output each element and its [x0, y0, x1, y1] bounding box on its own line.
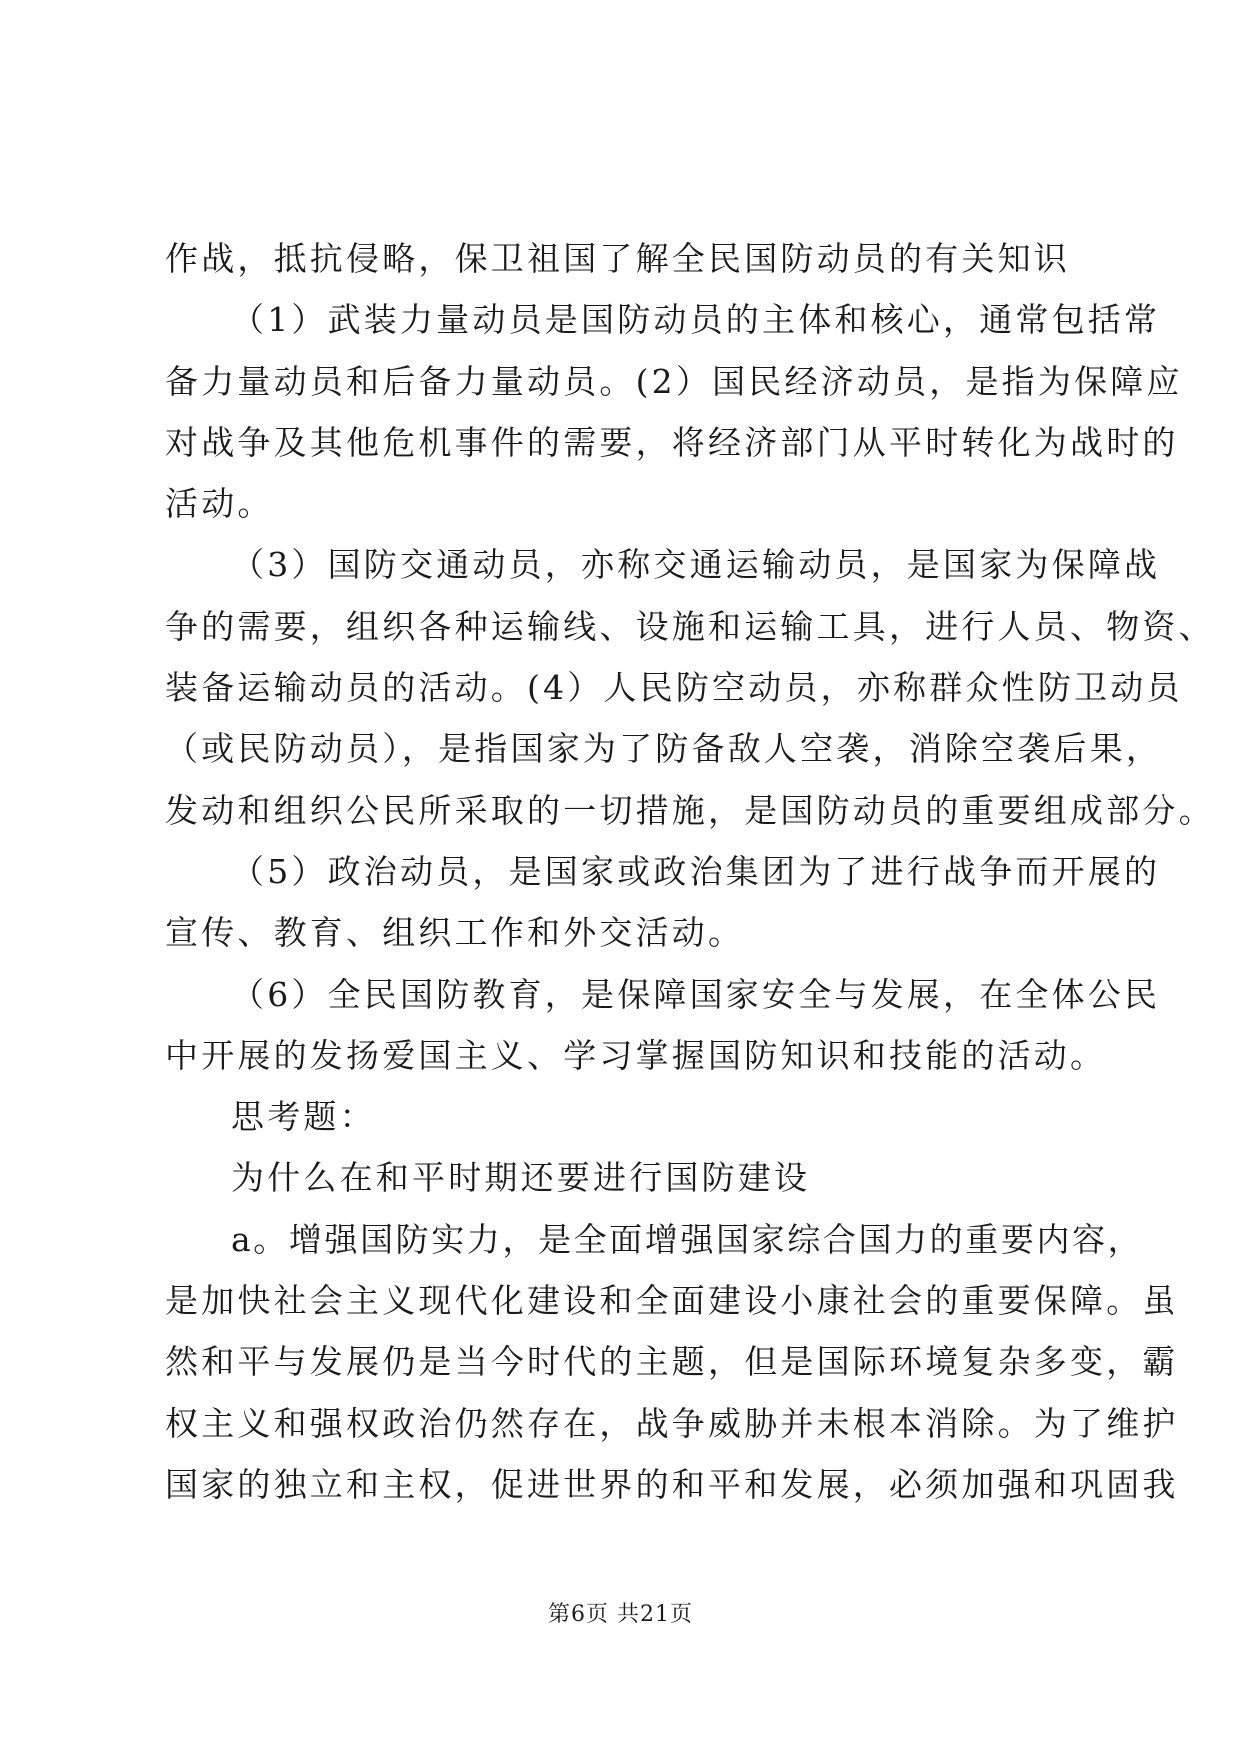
section-heading: 思考题： [231, 1097, 376, 1137]
text-line: a。增强国防实力，是全面增强国家综合国力的重要内容， [231, 1219, 1144, 1259]
text-line: （5）政治动员，是国家或政治集团为了进行战争而开展的 [231, 851, 1161, 891]
text-line: 权主义和强权政治仍然存在，战争威胁并未根本消除。为了维护 [165, 1403, 1179, 1443]
page-body [165, 228, 1215, 1515]
text-line: 对战争及其他危机事件的需要，将经济部门从平时转化为战时的 [165, 422, 1179, 462]
text-line: 中开展的发扬爱国主义、学习掌握国防知识和技能的活动。 [165, 1035, 1107, 1075]
text-line: 备力量动员和后备力量动员。(2）国民经济动员，是指为保障应 [165, 361, 1183, 401]
question-line: 为什么在和平时期还要进行国防建设 [231, 1158, 811, 1198]
text-line: （3）国防交通动员，亦称交通运输动员，是国家为保障战 [231, 545, 1161, 585]
text-line: 争的需要，组织各种运输线、设施和运输工具，进行人员、物资、 [165, 606, 1215, 646]
text-line: 发动和组织公民所采取的一切措施，是国防动员的重要组成部分。 [165, 790, 1215, 830]
text-line: 活动。 [165, 484, 274, 524]
text-line: 是加快社会主义现代化建设和全面建设小康社会的重要保障。虽 [165, 1281, 1179, 1321]
text-line: 宣传、教育、组织工作和外交活动。 [165, 913, 745, 953]
text-line: 装备运输动员的活动。(4）人民防空动员，亦称群众性防卫动员 [165, 668, 1183, 708]
text-line: 国家的独立和主权，促进世界的和平和发展，必须加强和巩固我 [165, 1464, 1179, 1504]
text-line: （1）武装力量动员是国防动员的主体和核心，通常包括常 [231, 300, 1161, 340]
text-line: 作战，抵抗侵略，保卫祖国了解全民国防动员的有关知识 [165, 239, 1070, 278]
text-line: （6）全民国防教育，是保障国家安全与发展，在全体公民 [231, 974, 1161, 1014]
page-number-footer: 第6页 共21页 [548, 1602, 693, 1627]
text-line: （或民防动员），是指国家为了防备敌人空袭，消除空袭后果， [165, 729, 1163, 769]
text-line: 然和平与发展仍是当今时代的主题，但是国际环境复杂多变，霸 [165, 1342, 1179, 1382]
